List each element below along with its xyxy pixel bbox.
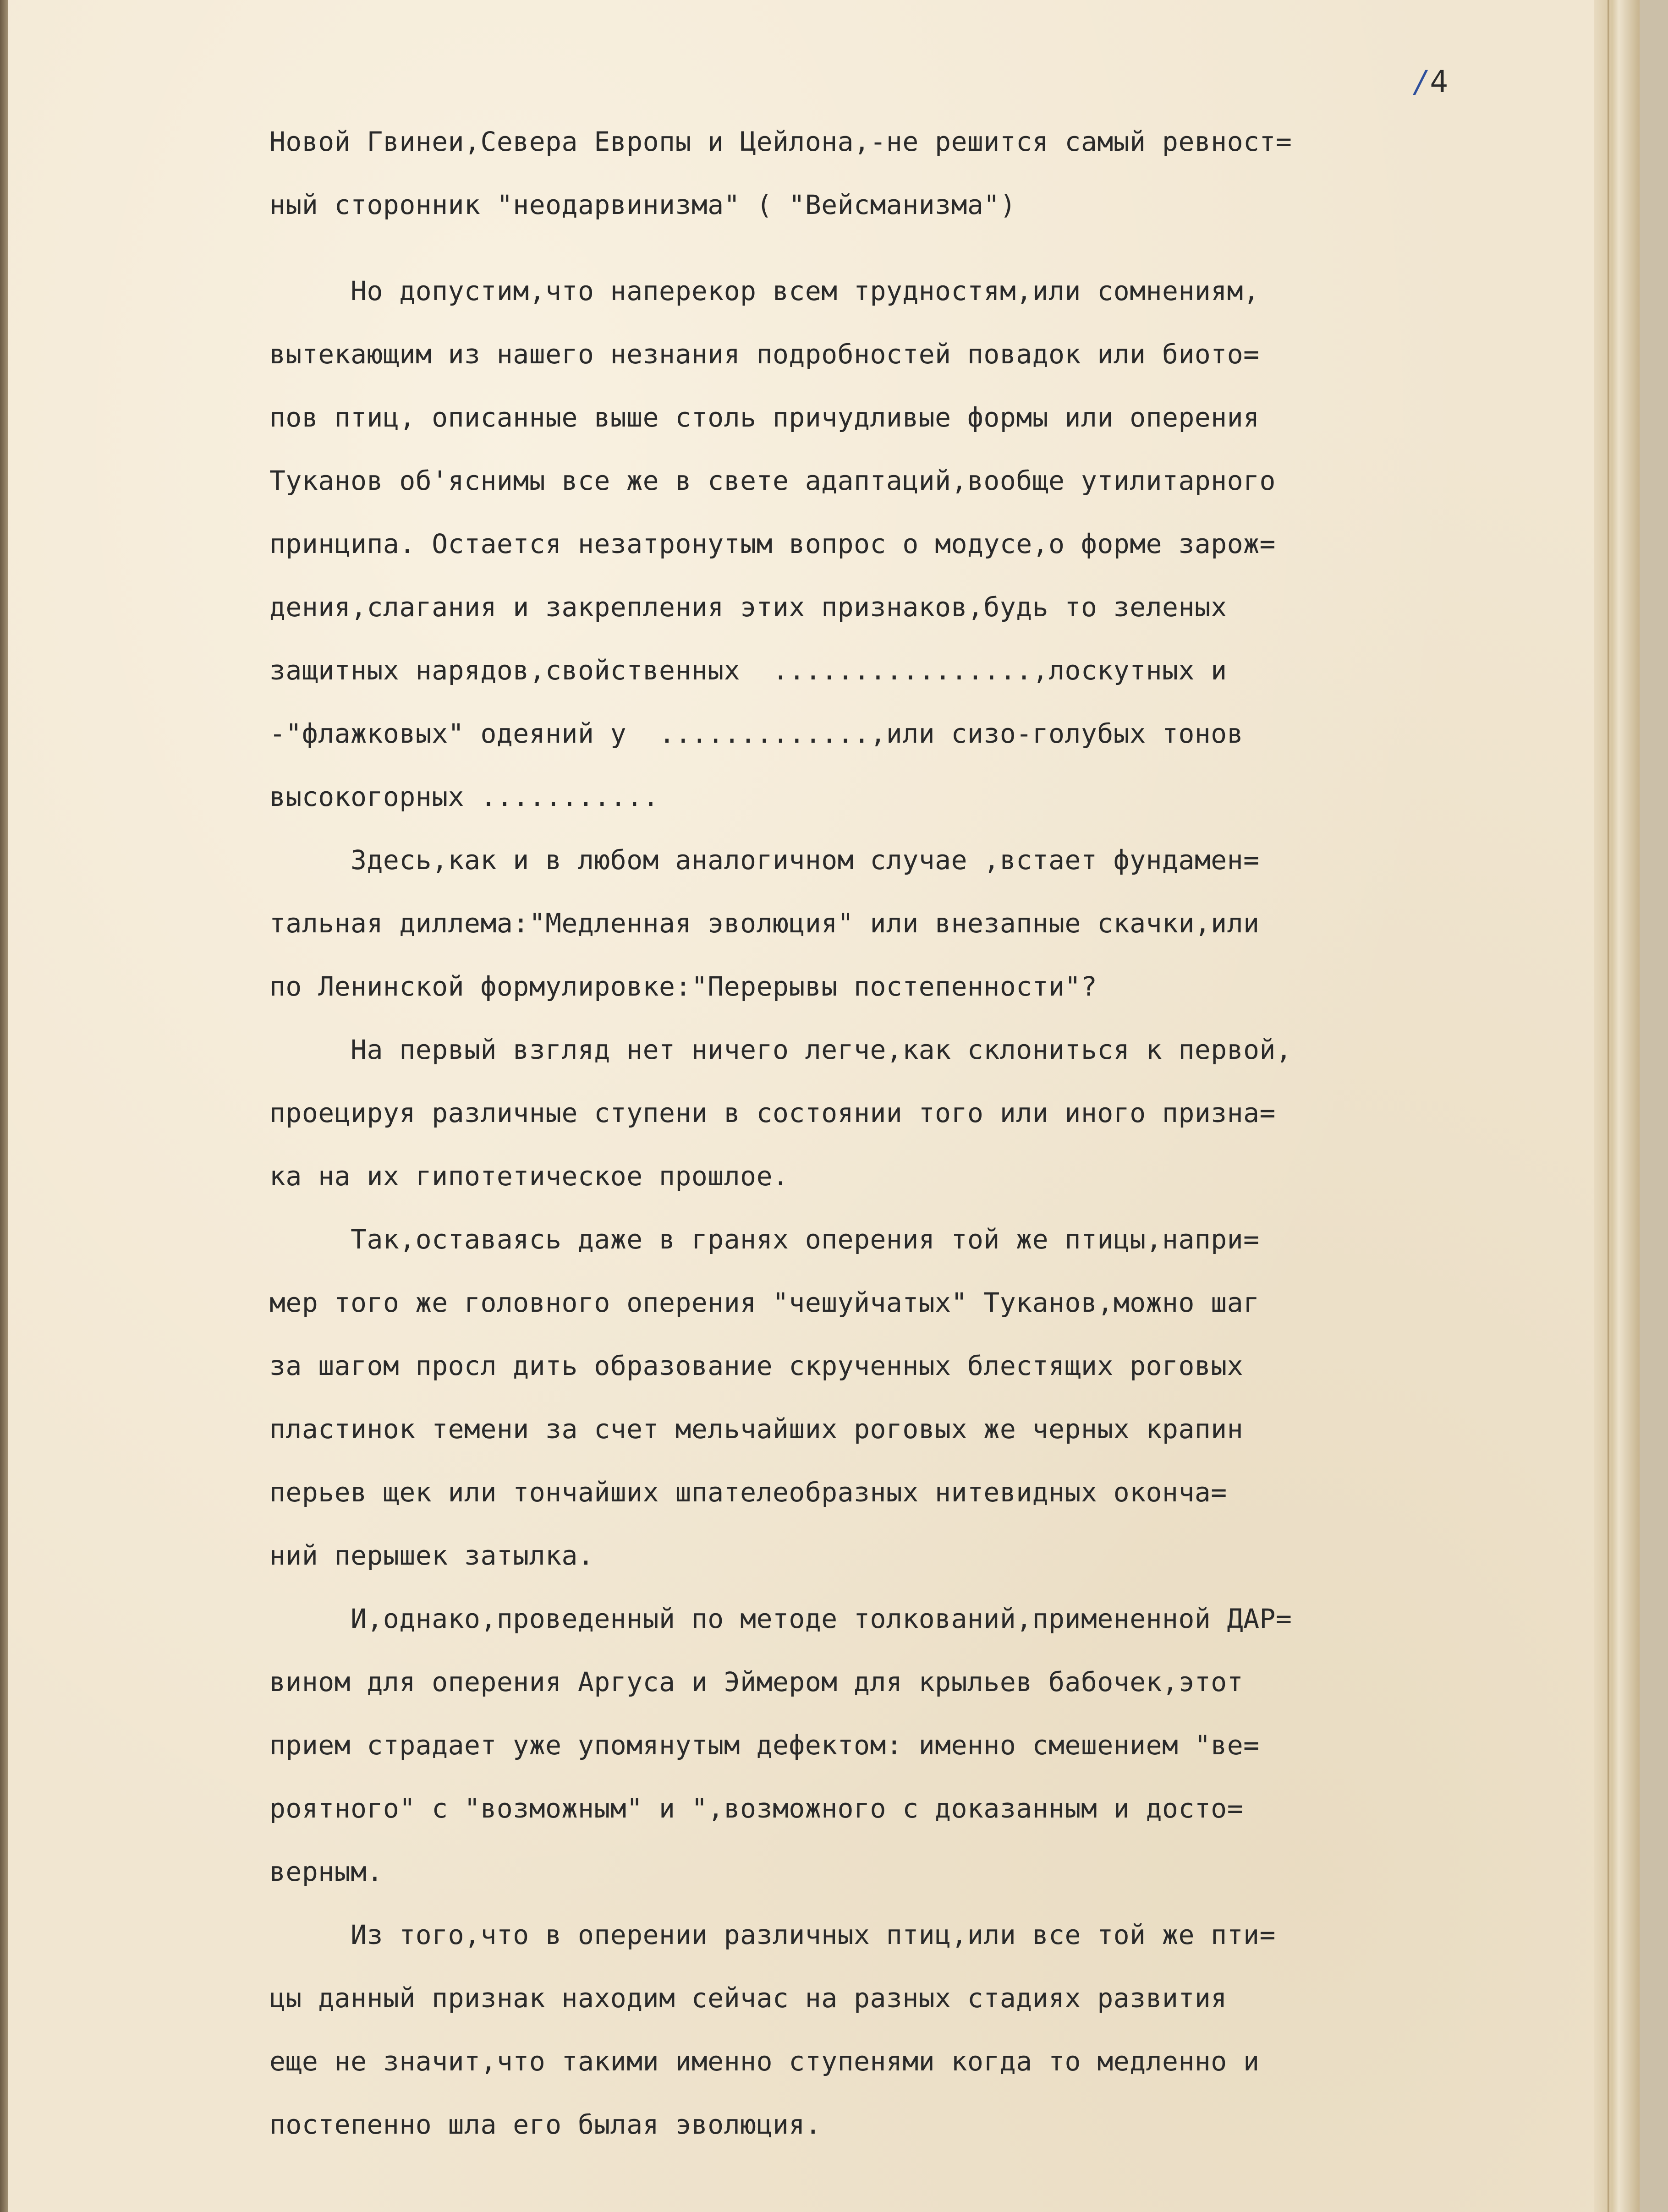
text-line: пластинок темени за счет мельчайших роговых же черных крапин: [269, 1413, 1244, 1445]
text-line: Из того,что в оперении различных птиц,или все той же пти=: [269, 1919, 1276, 1950]
text-line: роятного" с "возможным" и ",возможного с доказанным и досто=: [269, 1793, 1244, 1824]
text-line: -"флажковых" одеяний у .............,или сизо-голубых тонов: [269, 718, 1244, 749]
text-line: принципа. Остается незатронутым вопрос о модусе,о форме зарож=: [269, 528, 1276, 559]
text-line: мер того же головного оперения "чешуйчатых" Туканов,можно шаг: [269, 1287, 1260, 1318]
text-line: цы данный признак находим сейчас на разных стадиях развития: [269, 1982, 1227, 2014]
text-line: Новой Гвинеи,Севера Европы и Цейлона,-не решится самый ревност=: [269, 126, 1292, 157]
paragraph-1: [269, 110, 1543, 236]
text-line: прием страдает уже упомянутым дефектом: именно смешением "ве=: [269, 1730, 1260, 1761]
paragraph-3: [269, 828, 1543, 1018]
text-line: Здесь,как и в любом аналогичном случае ,встает фундамен=: [269, 844, 1260, 876]
text-line: вытекающим из нашего незнания подробностей повадок или биото=: [269, 339, 1260, 370]
text-line: по Ленинской формулировке:"Перерывы постепенности"?: [269, 971, 1097, 1002]
document-page: [8, 0, 1640, 2212]
text-line: постепенно шла его былая эволюция.: [269, 2109, 822, 2140]
text-line: проецируя различные ступени в состоянии того или иного призна=: [269, 1097, 1276, 1128]
page-edge: [1594, 0, 1640, 2212]
text-line: за шагом просл дить образование скрученных блестящих роговых: [269, 1350, 1244, 1381]
paragraph-6: [269, 1587, 1543, 1903]
text-line: Но допустим,что наперекор всем трудностям,или сомнениям,: [269, 275, 1260, 307]
page-number: [1415, 64, 1448, 99]
text-line: Так,оставаясь даже в гранях оперения той же птицы,напри=: [269, 1224, 1260, 1255]
text-line: ный сторонник "неодарвинизма" ( "Вейсманизма"): [269, 189, 1016, 220]
text-line: ний перышек затылка.: [269, 1540, 594, 1571]
text-line: И,однако,проведенный по методе толкований,примененной ДАР=: [269, 1603, 1292, 1634]
paragraph-2: [269, 259, 1543, 828]
text-line: тальная диллема:"Медленная эволюция" или внезапные скачки,или: [269, 908, 1260, 939]
text-line: дения,слагания и закрепления этих признаков,будь то зеленых: [269, 591, 1227, 623]
text-line: защитных нарядов,свойственных ................,лоскутных и: [269, 655, 1227, 686]
text-line: высокогорных ...........: [269, 781, 659, 812]
page-number-value: 4: [1430, 64, 1448, 99]
text-line: На первый взгляд нет ничего легче,как склониться к первой,: [269, 1034, 1292, 1065]
text-line: пов птиц, описанные выше столь причудливые формы или оперения: [269, 402, 1260, 433]
text-line: вином для оперения Аргуса и Эймером для крыльев бабочек,этот: [269, 1666, 1244, 1697]
paragraph-7: [269, 1903, 1543, 2156]
paragraph-4: [269, 1018, 1543, 1208]
text-line: верным.: [269, 1856, 383, 1887]
text-line: Туканов об'яснимы все же в свете адаптаций,вообще утилитарного: [269, 465, 1276, 496]
margin-mark: /: [1415, 64, 1426, 99]
text-line: перьев щек или тончайших шпателеобразных нитевидных оконча=: [269, 1477, 1227, 1508]
document-body: [269, 110, 1543, 2156]
text-line: еще не значит,что такими именно ступенями когда то медленно и: [269, 2046, 1260, 2077]
paragraph-5: [269, 1208, 1543, 1587]
text-line: ка на их гипотетическое прошлое.: [269, 1161, 789, 1192]
